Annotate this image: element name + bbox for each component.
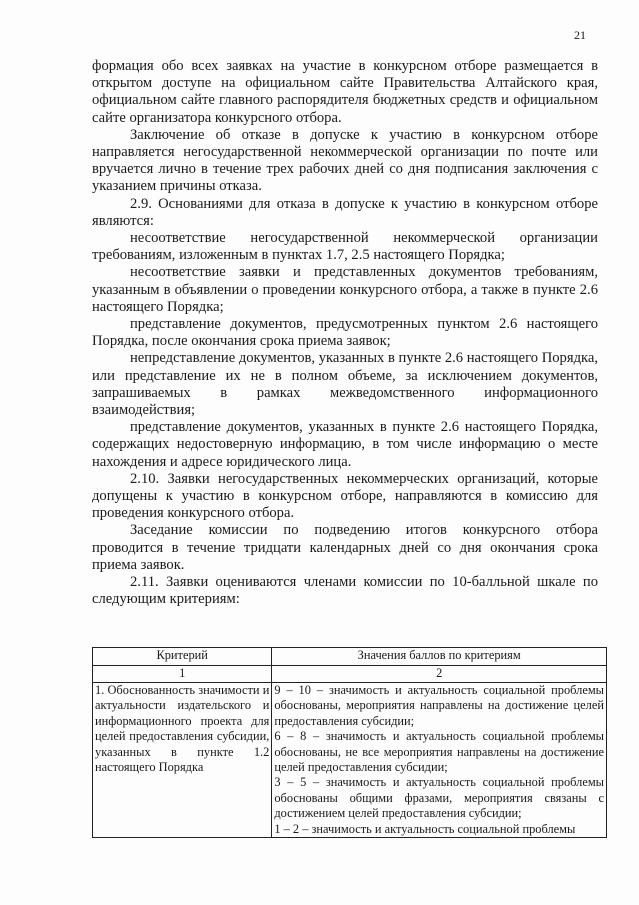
column-header-criterion: Критерий	[93, 648, 272, 666]
paragraph: несоответствие негосударственной некоммерческой организации требованиям, изложенным в пунктах 1.7, 2.5 настоящего Порядка;	[92, 230, 598, 264]
paragraph: Заключение об отказе в допуске к участию в конкурсном отборе направляется негосударственной некоммерческой организации по почте или вручается лично в течение трех рабочих дней со дня подписания заключения с указанием причины отказа.	[92, 126, 598, 195]
paragraph: несоответствие заявки и представленных документов требованиям, указанным в объявлении о проведении конкурсного отбора, а также в пункте 2.6 настоящего Порядка;	[92, 264, 598, 315]
column-number: 1	[93, 666, 272, 683]
column-header-values: Значения баллов по критериям	[272, 648, 607, 666]
score-value-item: 6 – 8 – значимость и актуальность социальной проблемы обоснованы, не все мероприятия направлены на достижение целей предоставления субсидии;	[274, 729, 604, 775]
page-number: 21	[574, 28, 586, 42]
paragraph: 2.10. Заявки негосударственных некоммерческих организаций, которые допущены к участию в конкурсном отборе, направляются в комиссию для проведения конкурсного отбора.	[92, 470, 598, 522]
paragraph: 2.11. Заявки оцениваются членами комиссии по 10-балльной шкале по следующим критериям:	[92, 574, 598, 608]
values-cell	[272, 683, 607, 838]
paragraph: 2.9. Основаниями для отказа в допуске к участию в конкурсном отборе являются:	[92, 195, 598, 229]
paragraph: представление документов, указанных в пункте 2.6 настоящего Порядка, содержащих недостоверную информацию, в том числе информацию о месте нахождения и адресе юридического лица.	[92, 419, 598, 470]
paragraph: представление документов, предусмотренных пунктом 2.6 настоящего Порядка, после окончания срока приема заявок;	[92, 316, 598, 350]
score-value-item: 9 – 10 – значимость и актуальность социальной проблемы обоснованы, мероприятия направлены на достижение целей предоставления субсидии;	[274, 683, 604, 728]
criterion-cell: 1. Обоснованность значимости и актуальности издательского и информационного проекта для целей предоставления субсидии, указанных в пункте 1.2 настоящего Порядка	[93, 683, 272, 838]
body-text	[92, 58, 598, 609]
criteria-table	[92, 647, 607, 838]
paragraph: формация обо всех заявках на участие в конкурсном отборе размещается в открытом доступе на официальном сайте Правительства Алтайского края, официальном сайте главного распорядителя бюджетных средств и официальном сайте организатора конкурсного отбора.	[92, 58, 598, 126]
paragraph: Заседание комиссии по подведению итогов конкурсного отбора проводится в течение тридцати календарных дней со дня окончания срока приема заявок.	[92, 522, 598, 573]
score-value-item: 3 – 5 – значимость и актуальность социальной проблемы обоснованы общими фразами, мероприятия связаны с достижением целей предоставления субсидии;	[274, 775, 604, 821]
column-number-row	[93, 666, 607, 683]
column-number: 2	[272, 666, 607, 683]
score-value-item: 1 – 2 – значимость и актуальность социальной проблемы	[274, 821, 576, 836]
paragraph: непредставление документов, указанных в пункте 2.6 настоящего Порядка, или представление их не в полном объеме, за исключением документов, запрашиваемых в рамках межведомственного информационного взаимодействия;	[92, 350, 598, 419]
table-header-row	[93, 648, 607, 666]
table-row	[93, 683, 607, 838]
